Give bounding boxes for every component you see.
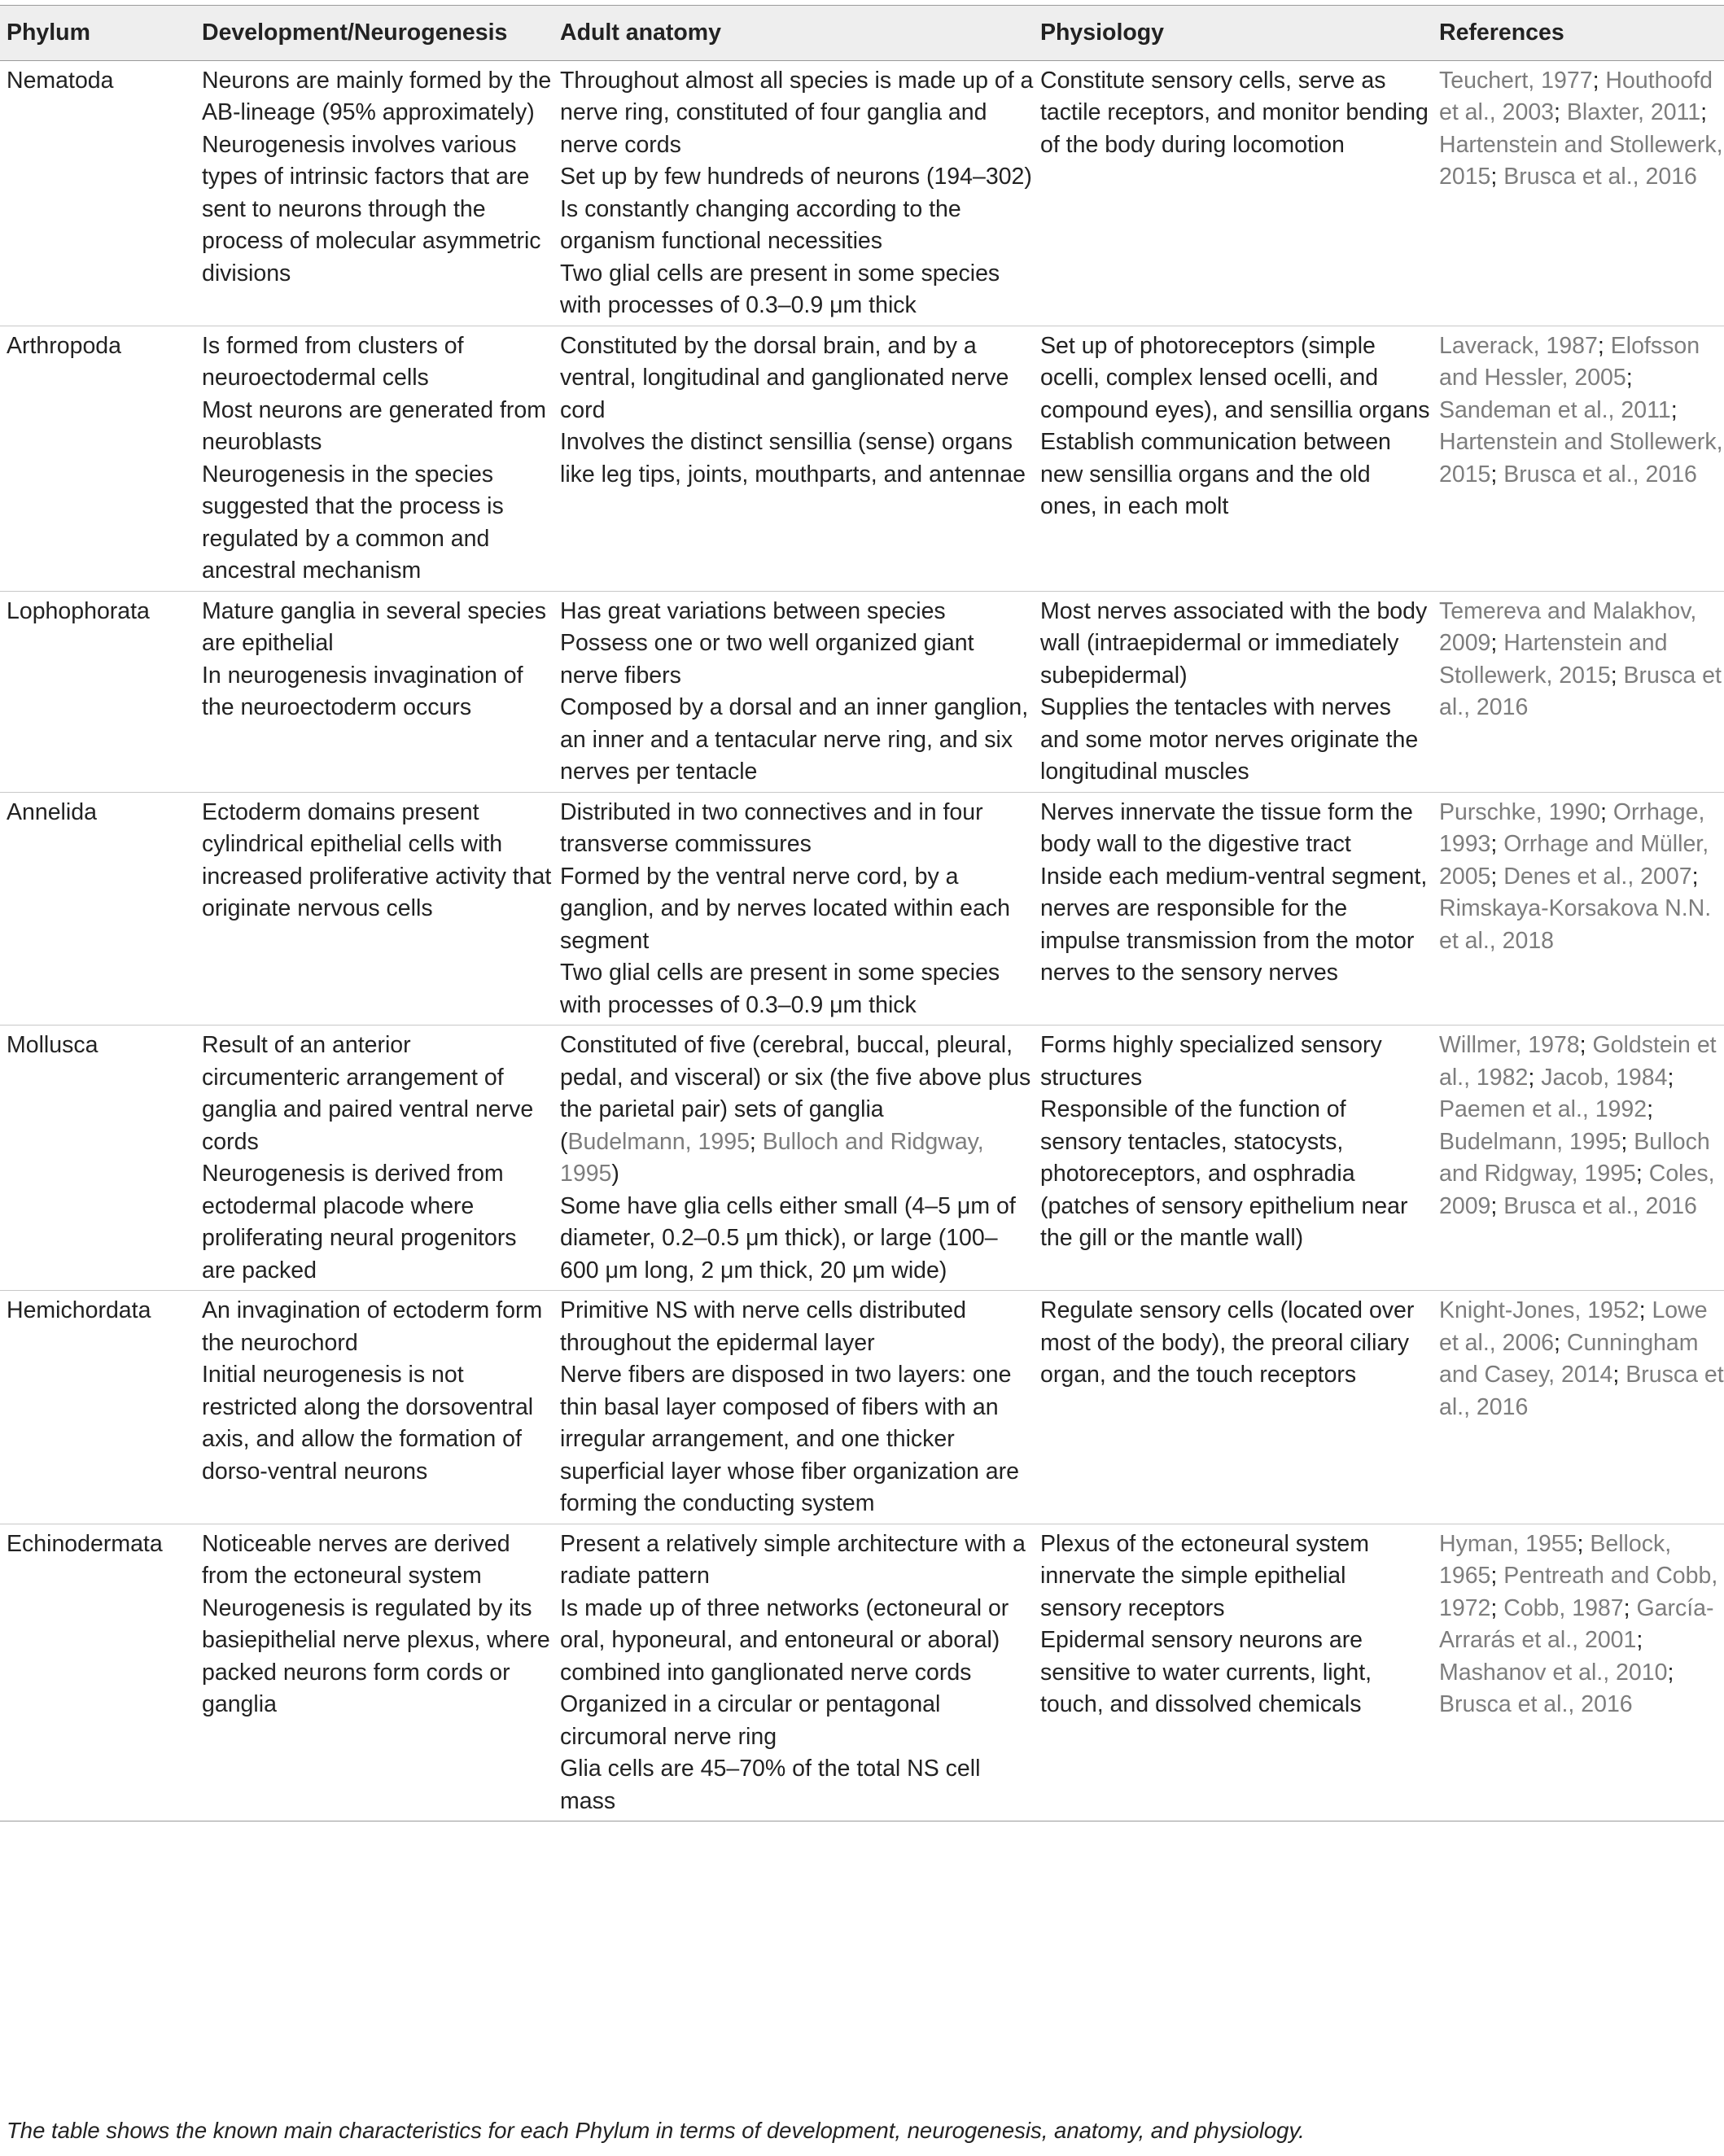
table-row bbox=[0, 1291, 1724, 1524]
reference-link[interactable]: Cobb, 1987 bbox=[1503, 1594, 1624, 1621]
development-cell-line: In neurogenesis invagination of the neuroectoderm occurs bbox=[202, 662, 523, 720]
physiology-cell-line: Plexus of the ectoneural system innervate the simple epithelial sensory receptors bbox=[1040, 1530, 1369, 1621]
physiology-cell-line: Most nerves associated with the body wall (intraepidermal or immediately subepidermal) bbox=[1040, 597, 1428, 689]
reference-link[interactable]: Mashanov et al., 2010 bbox=[1439, 1659, 1668, 1686]
reference-link[interactable]: Houthoofd et al., 2003 bbox=[1439, 67, 1713, 125]
phylum-cell: Echinodermata bbox=[0, 1524, 195, 1821]
anatomy-cell-line: Formed by the ventral nerve cord, by a ganglion, and by nerves located within each segment bbox=[560, 863, 1010, 954]
development-cell-line: Noticeable nerves are derived from the ectoneural system bbox=[202, 1530, 510, 1589]
reference-link[interactable]: Paemen et al., 1992 bbox=[1439, 1096, 1647, 1122]
reference-link[interactable]: Denes et al., 2007 bbox=[1503, 863, 1692, 890]
reference-link[interactable]: Bellock, 1965 bbox=[1439, 1530, 1672, 1589]
reference-link[interactable]: Rimskaya-Korsakova N.N. et al., 2018 bbox=[1439, 895, 1712, 954]
anatomy-cell-line: Glia cells are 45–70% of the total NS cell mass bbox=[560, 1756, 981, 1814]
reference-link[interactable]: Sandeman et al., 2011 bbox=[1439, 396, 1671, 423]
development-cell bbox=[195, 1291, 554, 1524]
anatomy-cell bbox=[554, 591, 1034, 792]
development-cell bbox=[195, 60, 554, 326]
physiology-cell bbox=[1034, 1291, 1433, 1524]
reference-link[interactable]: Lowe et al., 2006 bbox=[1439, 1297, 1708, 1356]
anatomy-cell-line: Has great variations between species bbox=[560, 597, 946, 624]
anatomy-cell-line: Some have glia cells either small (4–5 μm of diameter, 0.2–0.5 μm thick), or large (100–600 μm long, 2 μm thick, 20 μm wide) bbox=[560, 1192, 1016, 1284]
citation-link[interactable]: Bulloch and Ridgway, 1995 bbox=[560, 1128, 984, 1187]
physiology-cell-line: Supplies the tentacles with nerves and some motor nerves originate the longitudinal muscles bbox=[1040, 694, 1419, 785]
header-development: Development/Neurogenesis bbox=[195, 6, 554, 61]
reference-link[interactable]: Teuchert, 1977 bbox=[1439, 67, 1593, 94]
development-cell bbox=[195, 792, 554, 1026]
citation-link[interactable]: Budelmann, 1995 bbox=[567, 1128, 750, 1155]
reference-link[interactable]: Brusca et al., 2016 bbox=[1439, 662, 1722, 720]
anatomy-cell-line: Set up by few hundreds of neurons (194–302) bbox=[560, 164, 1032, 190]
development-cell-line: Ectoderm domains present cylindrical epithelial cells with increased proliferative activity that originate nervous cells bbox=[202, 798, 552, 921]
anatomy-cell bbox=[554, 1524, 1034, 1821]
physiology-cell-line: Responsible of the function of sensory tentacles, statocysts, photoreceptors, and osphradia (patches of sensory epithelium near the gill or the mantle wall) bbox=[1040, 1096, 1408, 1251]
development-cell bbox=[195, 1026, 554, 1291]
anatomy-cell-line: Two glial cells are present in some species with processes of 0.3–0.9 μm thick bbox=[560, 960, 1000, 1018]
header-anatomy: Adult anatomy bbox=[554, 6, 1034, 61]
physiology-cell bbox=[1034, 1026, 1433, 1291]
anatomy-cell-line: Constituted by the dorsal brain, and by a ventral, longitudinal and ganglionated nerve cord bbox=[560, 332, 1009, 423]
physiology-cell-line: Forms highly specialized sensory structures bbox=[1040, 1032, 1382, 1091]
reference-link[interactable]: Coles, 2009 bbox=[1439, 1161, 1715, 1219]
anatomy-citation: (Budelmann, 1995; Bulloch and Ridgway, 1995) bbox=[560, 1128, 984, 1187]
table-row bbox=[0, 591, 1724, 792]
anatomy-cell-line: Is constantly changing according to the organism functional necessities bbox=[560, 195, 961, 254]
physiology-cell-line: Constitute sensory cells, serve as tactile receptors, and monitor bending of the body during locomotion bbox=[1040, 67, 1429, 158]
development-cell-line: An invagination of ectoderm form the neurochord bbox=[202, 1297, 543, 1356]
physiology-cell-line: Inside each medium-ventral segment, nerves are responsible for the impulse transmission from the motor nerves to the sensory nerves bbox=[1040, 863, 1428, 986]
reference-link[interactable]: Orrhage and Müller, 2005 bbox=[1439, 831, 1709, 890]
reference-link[interactable]: Willmer, 1978 bbox=[1439, 1032, 1580, 1058]
reference-link[interactable]: Budelmann, 1995 bbox=[1439, 1128, 1621, 1155]
physiology-cell-line: Set up of photoreceptors (simple ocelli, complex lensed ocelli, and compound eyes), and sensillia organs bbox=[1040, 332, 1430, 423]
reference-link[interactable]: García-Arrarás et al., 2001 bbox=[1439, 1594, 1714, 1653]
references-cell: Purschke, 1990; Orrhage, 1993; Orrhage and Müller, 2005; Denes et al., 2007; Rimskaya-Korsakova N.N. et al., 2018 bbox=[1433, 792, 1724, 1026]
reference-link[interactable]: Orrhage, 1993 bbox=[1439, 798, 1705, 857]
table-row bbox=[0, 1026, 1724, 1291]
anatomy-cell-line: Is made up of three networks (ectoneural or oral, hyponeural, and entoneural or aboral) combined into ganglionated nerve cords bbox=[560, 1594, 1009, 1686]
reference-link[interactable]: Brusca et al., 2016 bbox=[1439, 1362, 1724, 1420]
reference-link[interactable]: Goldstein et al., 1982 bbox=[1439, 1032, 1717, 1091]
anatomy-cell-line: Nerve fibers are disposed in two layers: one thin basal layer composed of fibers with an irregular arrangement, and one thicker superficial layer whose fiber organization are forming the conducting system bbox=[560, 1362, 1019, 1516]
table-row bbox=[0, 326, 1724, 591]
anatomy-cell bbox=[554, 1026, 1034, 1291]
reference-link[interactable]: Bulloch and Ridgway, 1995 bbox=[1439, 1128, 1710, 1187]
development-cell bbox=[195, 591, 554, 792]
development-cell-line: Neurogenesis is regulated by its basiepithelial nerve plexus, where packed neurons form cords or ganglia bbox=[202, 1594, 550, 1717]
phylum-cell: Hemichordata bbox=[0, 1291, 195, 1524]
development-cell-line: Neurogenesis is derived from ectodermal placode where proliferating neural progenitors are packed bbox=[202, 1161, 517, 1284]
anatomy-cell-line: Two glial cells are present in some species with processes of 0.3–0.9 μm thick bbox=[560, 260, 1000, 318]
phylum-cell: Arthropoda bbox=[0, 326, 195, 591]
reference-link[interactable]: Jacob, 1984 bbox=[1541, 1064, 1668, 1091]
development-cell bbox=[195, 1524, 554, 1821]
table-caption: The table shows the known main characteristics for each Phylum in terms of development, neurogenesis, anatomy, and physiology. bbox=[7, 2118, 1305, 2143]
header-physiology: Physiology bbox=[1034, 6, 1433, 61]
table-row bbox=[0, 792, 1724, 1026]
reference-link[interactable]: Hyman, 1955 bbox=[1439, 1530, 1577, 1557]
table-row bbox=[0, 60, 1724, 326]
reference-link[interactable]: Blaxter, 2011 bbox=[1566, 99, 1701, 125]
phylum-cell: Lophophorata bbox=[0, 591, 195, 792]
header-row bbox=[0, 6, 1724, 61]
references-cell: Teuchert, 1977; Houthoofd et al., 2003; Blaxter, 2011; Hartenstein and Stollewerk, 2015; Brusca et al., 2016 bbox=[1439, 67, 1723, 190]
references-cell: Temereva and Malakhov, 2009; Hartenstein and Stollewerk, 2015; Brusca et al., 2016 bbox=[1433, 591, 1724, 792]
physiology-cell-line: Nerves innervate the tissue form the body wall to the digestive tract bbox=[1040, 798, 1413, 857]
development-cell-line: Neurogenesis in the species suggested that the process is regulated by a common and ancestral mechanism bbox=[202, 461, 504, 584]
anatomy-cell-line: Constituted of five (cerebral, buccal, pleural, pedal, and visceral) or six (the five above plus the parietal pair) sets of ganglia bbox=[560, 1032, 1031, 1122]
reference-link[interactable]: Cunningham and Casey, 2014 bbox=[1439, 1329, 1699, 1388]
phylum-cell: Nematoda bbox=[7, 67, 114, 94]
reference-link[interactable]: Brusca et al., 2016 bbox=[1503, 164, 1697, 190]
development-cell-line: Neurons are mainly formed by the AB-lineage (95% approximately) bbox=[202, 67, 552, 125]
development-cell bbox=[195, 326, 554, 591]
anatomy-cell-line: Primitive NS with nerve cells distributed throughout the epidermal layer bbox=[560, 1297, 966, 1356]
reference-link[interactable]: Brusca et al., 2016 bbox=[1503, 1192, 1697, 1219]
references-cell: Hyman, 1955; Bellock, 1965; Pentreath and Cobb, 1972; Cobb, 1987; García-Arrarás et al., 2001; Mashanov et al., 2010; Brusca et al., 2016 bbox=[1433, 1524, 1724, 1821]
development-cell-line: Result of an anterior circumenteric arrangement of ganglia and paired ventral nerve cords bbox=[202, 1032, 534, 1155]
anatomy-cell bbox=[554, 792, 1034, 1026]
anatomy-cell-line: Organized in a circular or pentagonal circumoral nerve ring bbox=[560, 1691, 941, 1750]
reference-link[interactable]: Hartenstein and Stollewerk, 2015 bbox=[1439, 630, 1668, 689]
development-cell-line: Most neurons are generated from neuroblasts bbox=[202, 396, 546, 455]
reference-link[interactable]: Knight-Jones, 1952 bbox=[1439, 1297, 1639, 1323]
physiology-cell bbox=[1034, 792, 1433, 1026]
anatomy-cell-line: Composed by a dorsal and an inner ganglion, an inner and a tentacular nerve ring, and six nerves per tentacle bbox=[560, 694, 1029, 785]
physiology-cell-line: Regulate sensory cells (located over most of the body), the preoral ciliary organ, and the touch receptors bbox=[1040, 1297, 1415, 1388]
anatomy-cell-line: Throughout almost all species is made up of a nerve ring, constituted of four ganglia and nerve cords bbox=[560, 67, 1034, 158]
development-cell-line: Mature ganglia in several species are epithelial bbox=[202, 597, 546, 656]
reference-link[interactable]: Temereva and Malakhov, 2009 bbox=[1439, 597, 1697, 656]
reference-link[interactable]: Hartenstein and Stollewerk, 2015 bbox=[1439, 131, 1723, 190]
anatomy-cell bbox=[554, 60, 1034, 326]
physiology-cell bbox=[1034, 591, 1433, 792]
reference-link[interactable]: Hartenstein and Stollewerk, 2015 bbox=[1439, 429, 1723, 488]
reference-link[interactable]: Laverack, 1987 bbox=[1439, 332, 1598, 359]
table-row bbox=[0, 1524, 1724, 1821]
development-cell-line: Initial neurogenesis is not restricted along the dorsoventral axis, and allow the formation of dorso-ventral neurons bbox=[202, 1362, 534, 1485]
references-cell: Knight-Jones, 1952; Lowe et al., 2006; Cunningham and Casey, 2014; Brusca et al., 2016 bbox=[1433, 1291, 1724, 1524]
table-body bbox=[0, 60, 1724, 1821]
reference-link[interactable]: Elofsson and Hessler, 2005 bbox=[1439, 332, 1700, 391]
header-references: References bbox=[1433, 6, 1724, 61]
physiology-cell bbox=[1034, 60, 1433, 326]
reference-link[interactable]: Brusca et al., 2016 bbox=[1503, 461, 1697, 488]
reference-link[interactable]: Purschke, 1990 bbox=[1439, 798, 1601, 825]
development-cell-line: Neurogenesis involves various types of intrinsic factors that are sent to neurons through the process of molecular asymmetric divisions bbox=[202, 131, 541, 286]
anatomy-cell-line: Involves the distinct sensillia (sense) organs like leg tips, joints, mouthparts, and antennae bbox=[560, 429, 1026, 488]
anatomy-cell-line: Possess one or two well organized giant nerve fibers bbox=[560, 630, 974, 689]
phylum-table bbox=[0, 5, 1724, 1821]
phylum-cell: Annelida bbox=[0, 792, 195, 1026]
reference-link[interactable]: Pentreath and Cobb, 1972 bbox=[1439, 1563, 1718, 1621]
physiology-cell-line: Epidermal sensory neurons are sensitive to water currents, light, touch, and dissolved chemicals bbox=[1040, 1627, 1372, 1717]
development-cell-line: Is formed from clusters of neuroectodermal cells bbox=[202, 332, 464, 391]
reference-link[interactable]: Brusca et al., 2016 bbox=[1439, 1691, 1633, 1717]
anatomy-cell bbox=[554, 1291, 1034, 1524]
physiology-cell bbox=[1034, 326, 1433, 591]
phylum-cell: Mollusca bbox=[0, 1026, 195, 1291]
references-cell: Willmer, 1978; Goldstein et al., 1982; Jacob, 1984; Paemen et al., 1992; Budelmann, 1995; Bulloch and Ridgway, 1995; Coles, 2009; Brusca et al., 2016 bbox=[1433, 1026, 1724, 1291]
physiology-cell-line: Establish communication between new sensillia organs and the old ones, in each molt bbox=[1040, 429, 1391, 519]
references-cell: Laverack, 1987; Elofsson and Hessler, 2005; Sandeman et al., 2011; Hartenstein and Stollewerk, 2015; Brusca et al., 2016 bbox=[1433, 326, 1724, 591]
anatomy-cell bbox=[554, 326, 1034, 591]
header-phylum: Phylum bbox=[0, 6, 195, 61]
anatomy-cell-line: Present a relatively simple architecture with a radiate pattern bbox=[560, 1530, 1026, 1589]
physiology-cell bbox=[1034, 1524, 1433, 1821]
anatomy-cell-line: Distributed in two connectives and in four transverse commissures bbox=[560, 798, 983, 857]
